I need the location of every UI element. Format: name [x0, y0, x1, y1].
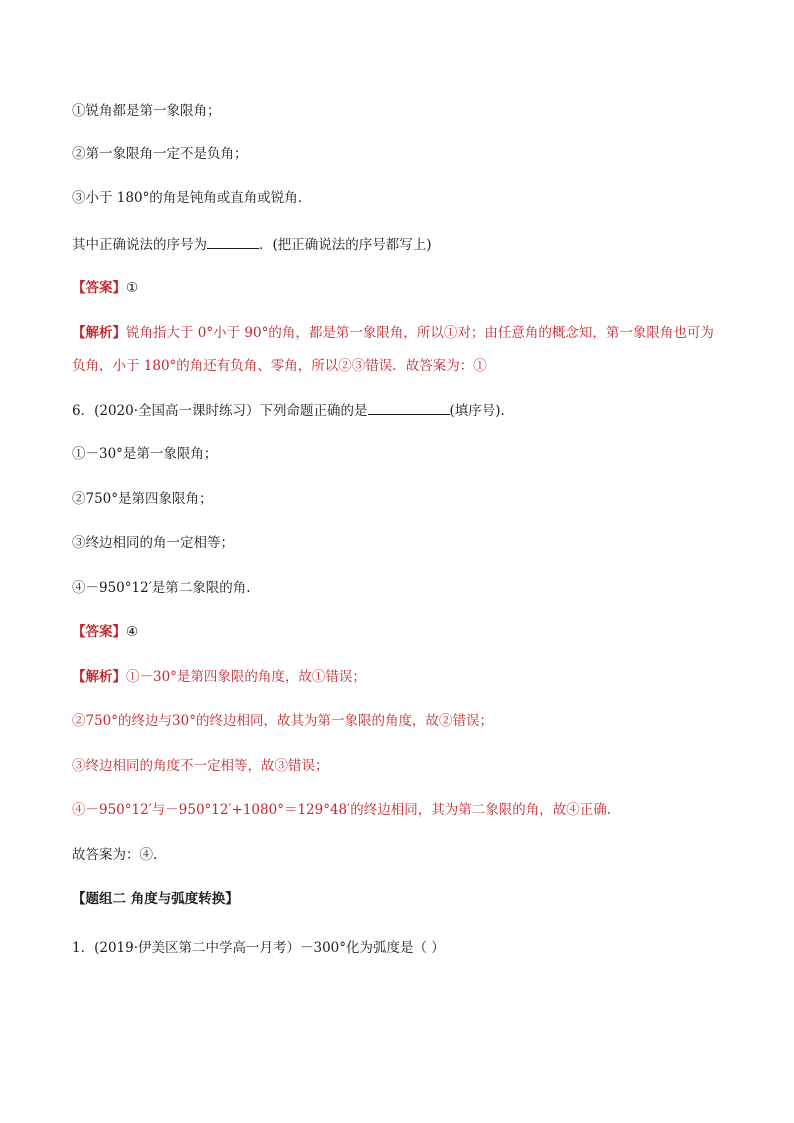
q6-analysis-line-4: ④－950°12′与－950°12′+1080°＝129°48′的终边相同，其为第二象限的角，故④正确.	[72, 802, 611, 818]
q5-answer	[72, 278, 138, 298]
q5-answer-blank	[207, 234, 259, 249]
q5-analysis-line-1	[72, 323, 714, 343]
q6-statement-3: ③终边相同的角一定相等；	[72, 535, 234, 551]
q6-statement-4: ④－950°12′是第二象限的角.	[72, 580, 251, 596]
q5-statement-2: ②第一象限角一定不是负角；	[72, 146, 248, 162]
q6-analysis-line-2: ②750°的终边与30°的终边相同，故其为第一象限的角度，故②错误；	[72, 713, 493, 729]
q6-analysis-tag: 【解析】	[72, 669, 126, 685]
q5-analysis-tag: 【解析】	[72, 325, 126, 341]
q6-answer-tag: 【答案】	[72, 624, 126, 640]
q6-answer	[72, 622, 138, 642]
group2-question-1: 1．(2019·伊美区第二中学高一月考）－300°化为弧度是（ ）	[72, 940, 445, 956]
section-title-group-2: 【题组二 角度与弧度转换】	[72, 891, 239, 907]
q5-prompt-text: 其中正确说法的序号为	[72, 237, 207, 253]
q5-statement-1: ①锐角都是第一象限角；	[72, 103, 221, 119]
q5-analysis-line-2: 负角，小于 180°的角还有负角、零角，所以②③错误．故答案为：①	[72, 358, 487, 374]
q6-analysis-line-1	[72, 667, 366, 687]
q5-answer-tag: 【答案】	[72, 280, 126, 296]
q5-answer-value: ①	[126, 280, 139, 296]
q5-prompt-note: ．(把正确说法的序号都写上)	[259, 237, 432, 253]
q6-header	[72, 400, 505, 421]
q5-statement-3: ③小于 180°的角是钝角或直角或锐角．	[72, 190, 312, 206]
q6-conclusion: 故答案为：④.	[72, 847, 158, 863]
q5-prompt	[72, 234, 432, 255]
q6-header-note: (填序号).	[449, 403, 505, 419]
q6-statement-1: ①－30°是第一象限角；	[72, 446, 218, 462]
q6-analysis-text-1: ①－30°是第四象限的角度，故①错误；	[126, 669, 366, 685]
q6-statement-2: ②750°是第四象限角；	[72, 491, 213, 507]
q6-answer-value: ④	[126, 624, 139, 640]
q6-answer-blank	[368, 400, 450, 415]
q6-analysis-line-3: ③终边相同的角度不一定相等，故③错误；	[72, 758, 329, 774]
q5-analysis-text-1: 锐角指大于 0°小于 90°的角，都是第一象限角，所以①对；由任意角的概念知，第一象限角也可为	[126, 325, 714, 341]
q6-header-text: 6．(2020·全国高一课时练习）下列命题正确的是	[72, 403, 368, 419]
